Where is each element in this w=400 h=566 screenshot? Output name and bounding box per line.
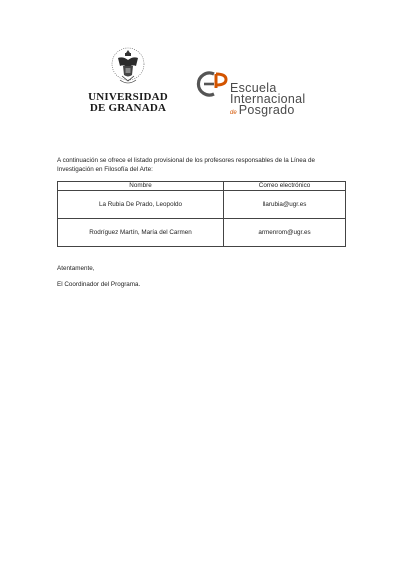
ugr-name-line2: DE GRANADA: [89, 102, 167, 114]
intro-paragraph: A continuación se ofrece el listado provisional de los profesores responsables de la Línea de Investigación en Filosofía del Arte:: [57, 157, 315, 173]
column-header-email: Correo electrónico: [224, 182, 346, 191]
professor-name: Rodríguez Martín, María del Carmen: [58, 219, 224, 247]
eip-prefix: de: [230, 110, 237, 116]
ugr-logo: [88, 44, 168, 116]
closing-signature: El Coordinador del Programa.: [57, 281, 141, 288]
ugr-seal-icon: [110, 44, 146, 90]
closing-salutation: Atentamente,: [57, 265, 95, 272]
table-row: [58, 219, 346, 247]
professors-table: [57, 181, 346, 247]
column-header-name: Nombre: [58, 182, 224, 191]
eip-mark-icon: [194, 70, 230, 98]
eip-name-line3: [230, 105, 295, 119]
table-row: [58, 191, 346, 219]
eip-name-line1: Escuela: [230, 81, 277, 95]
table-header-row: [58, 182, 346, 191]
professor-name: La Rubia De Prado, Leopoldo: [58, 191, 224, 219]
professor-email: armenrom@ugr.es: [224, 219, 346, 247]
professor-email: llarubia@ugr.es: [224, 191, 346, 219]
eip-logo: [194, 70, 334, 117]
eip-name-line2: Internacional: [230, 92, 306, 106]
ugr-name-line1: UNIVERSIDAD: [88, 91, 168, 103]
eip-posgrado: Posgrado: [238, 103, 295, 117]
